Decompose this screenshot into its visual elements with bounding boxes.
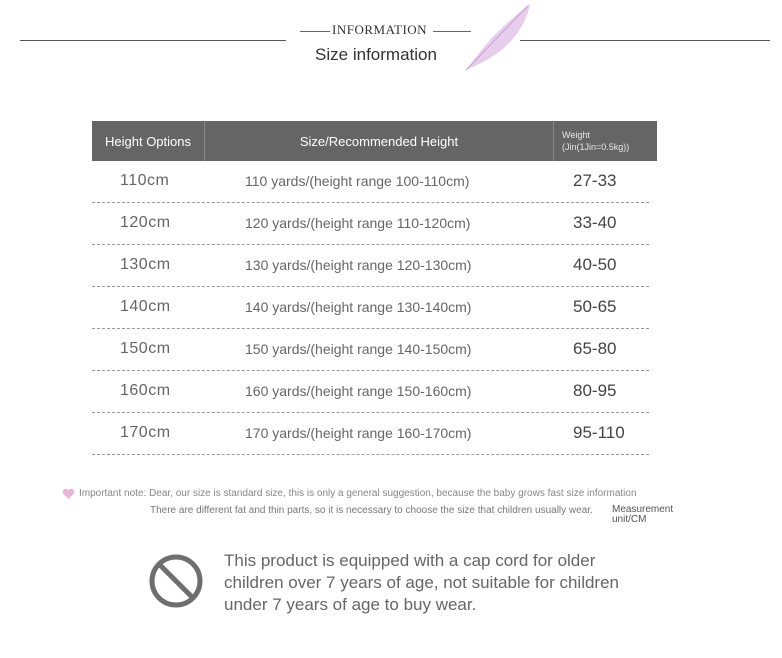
- size-cell: 140 yards/(height range 130-140cm): [245, 299, 472, 315]
- header-weight-title: Weight: [562, 130, 590, 140]
- height-cell: 110cm: [120, 172, 170, 189]
- weight-cell: 65-80: [573, 339, 617, 358]
- page-title: Size information: [315, 45, 437, 64]
- height-cell: 150cm: [120, 340, 171, 357]
- table-row: [92, 245, 649, 287]
- header-divider-left: [20, 40, 286, 41]
- measurement-unit: Measurement unit/CM: [612, 504, 674, 525]
- table-row: [92, 203, 649, 245]
- heart-icon: [62, 489, 75, 499]
- header-weight-unit: (Jin(1Jin=0.5kg)): [562, 142, 630, 152]
- height-cell: 170cm: [120, 424, 171, 441]
- table-row: [92, 161, 649, 203]
- age-warning: This product is equipped with a cap cord for older children over 7 years of age, not suitable for children under 7 years of age to buy wear.: [224, 551, 620, 614]
- header-size: Size/Recommended Height: [205, 121, 554, 161]
- header-divider-right: [520, 40, 770, 41]
- header-weight: [554, 121, 662, 161]
- important-note-text: Important note: Dear, our size is standard size, this is only a general suggestion, because the baby grows fast size information: [79, 488, 637, 499]
- table-row: [92, 371, 649, 413]
- size-table: [92, 121, 657, 455]
- important-note: [62, 488, 637, 499]
- height-cell: 160cm: [120, 382, 171, 399]
- size-cell: 120 yards/(height range 110-120cm): [245, 215, 471, 231]
- weight-cell: 27-33: [573, 171, 617, 190]
- table-header: [92, 121, 657, 161]
- header-height: Height Options: [92, 121, 205, 161]
- height-cell: 120cm: [120, 214, 171, 231]
- weight-cell: 95-110: [573, 423, 625, 442]
- height-cell: 140cm: [120, 298, 171, 315]
- weight-cell: 80-95: [573, 381, 617, 400]
- size-cell: 170 yards/(height range 160-170cm): [245, 425, 472, 441]
- weight-cell: 33-40: [573, 213, 617, 232]
- size-cell: 130 yards/(height range 120-130cm): [245, 257, 472, 273]
- table-row: [92, 287, 649, 329]
- height-cell: 130cm: [120, 256, 171, 273]
- info-label: INFORMATION: [332, 22, 428, 37]
- weight-cell: 40-50: [573, 255, 617, 274]
- table-row: [92, 413, 649, 455]
- size-cell: 150 yards/(height range 140-150cm): [245, 341, 472, 357]
- size-cell: 160 yards/(height range 150-160cm): [245, 383, 472, 399]
- fit-note: There are different fat and thin parts, so it is necessary to choose the size that children usually wear.: [150, 505, 593, 516]
- table-row: [92, 329, 649, 371]
- size-cell: 110 yards/(height range 100-110cm): [245, 173, 470, 189]
- info-rule-left: [300, 31, 330, 32]
- weight-cell: 50-65: [573, 297, 617, 316]
- table-body: [92, 161, 657, 455]
- prohibited-icon: [148, 553, 204, 609]
